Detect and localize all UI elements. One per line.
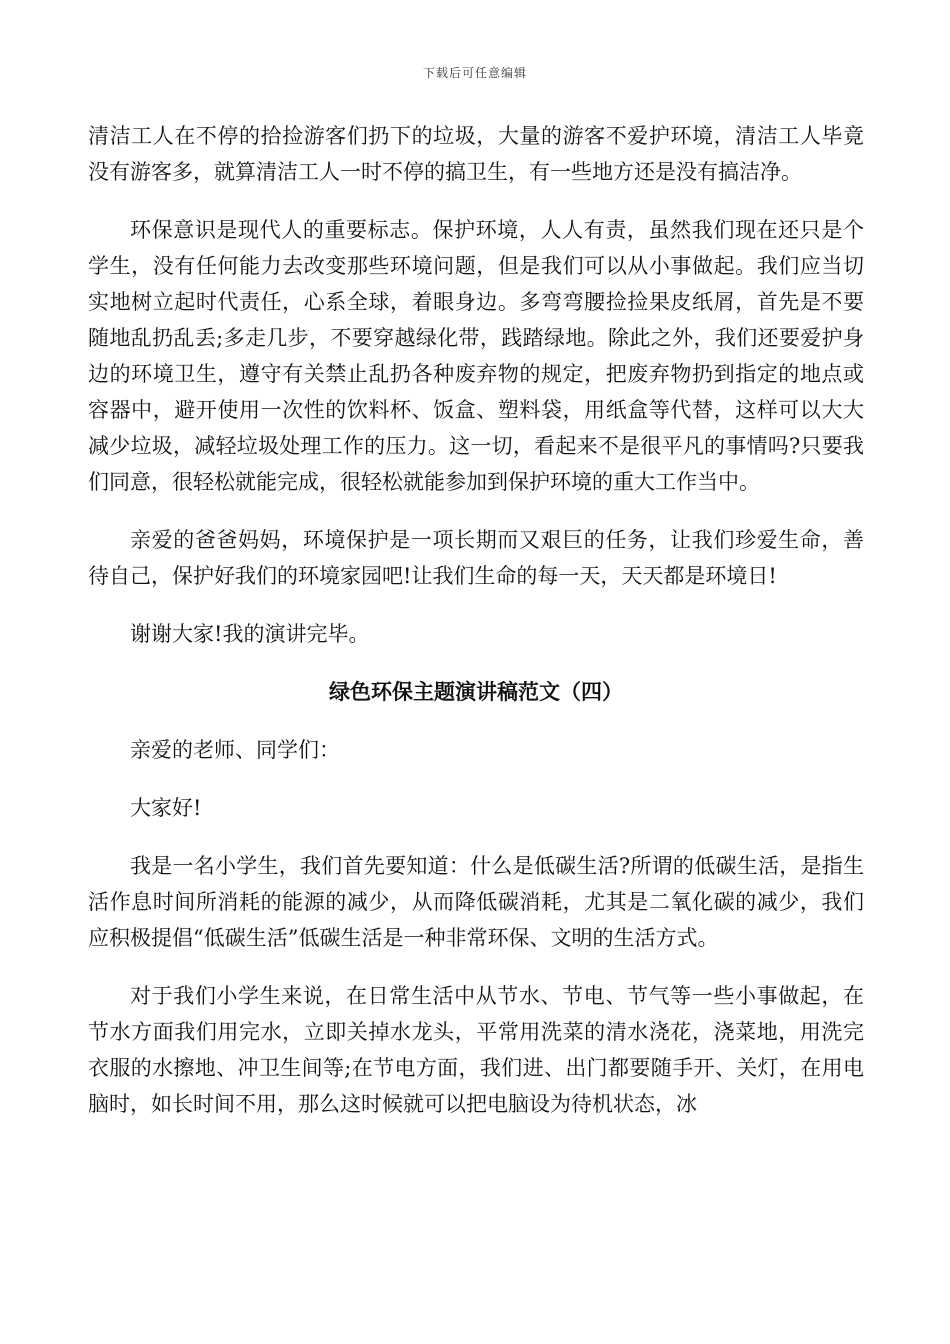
section-title: 绿色环保主题演讲稿范文（四） [329, 680, 623, 704]
header-note: 下载后可任意编辑 [422, 66, 527, 80]
document-body [88, 118, 864, 1122]
paragraph-parents-appeal: 亲爱的爸爸妈妈，环境保护是一项长期而又艰巨的任务，让我们珍爱生命，善待自己，保护好我们的环境家园吧!让我们生命的每一天，天天都是环境日! [88, 528, 864, 588]
paragraph-salutation: 亲爱的老师、同学们： [130, 738, 340, 762]
paragraph-low-carbon-definition: 我是一名小学生，我们首先要知道：什么是低碳生活?所谓的低碳生活，是指生活作息时间所消耗的能源的减少，从而降低碳消耗，尤其是二氧化碳的减少，我们应积极提倡“低碳生活”低碳生活是一种非常环保、文明的生活方式。 [88, 854, 864, 950]
paragraph-saving-resources: 对于我们小学生来说，在日常生活中从节水、节电、节气等一些小事做起，在节水方面我们用完水，立即关掉水龙头，平常用洗菜的清水浇花，浇菜地，用洗完衣服的水擦地、冲卫生间等;在节电方面，我们进、出门都要随手开、关灯，在用电脑时，如长时间不用，那么这时候就可以把电脑设为待机状态，冰 [88, 984, 864, 1116]
paragraph-greeting: 大家好! [130, 796, 202, 820]
paragraph-environment-awareness: 环保意识是现代人的重要标志。保护环境，人人有责，虽然我们现在还只是个学生，没有任何能力去改变那些环境问题，但是我们可以从小事做起。我们应当切实地树立起时代责任，心系全球，着眼身边。多弯弯腰捡捡果皮纸屑，首先是不要随地乱扔乱丢;多走几步，不要穿越绿化带，践踏绿地。除此之外，我们还要爱护身边的环境卫生，遵守有关禁止乱扔各种废弃物的规定，把废弃物扔到指定的地点或容器中，避开使用一次性的饮料杯、饭盒、塑料袋，用纸盒等代替，这样可以大大减少垃圾，减轻垃圾处理工作的压力。这一切，看起来不是很平凡的事情吗?只要我们同意，很轻松就能完成，很轻松就能参加到保护环境的重大工作当中。 [88, 218, 864, 494]
paragraph-closing-thanks: 谢谢大家!我的演讲完毕。 [130, 622, 370, 646]
paragraph-continued: 清洁工人在不停的拾捡游客们扔下的垃圾，大量的游客不爱护环境，清洁工人毕竟没有游客多，就算清洁工人一时不停的搞卫生，有一些地方还是没有搞洁净。 [88, 124, 864, 184]
